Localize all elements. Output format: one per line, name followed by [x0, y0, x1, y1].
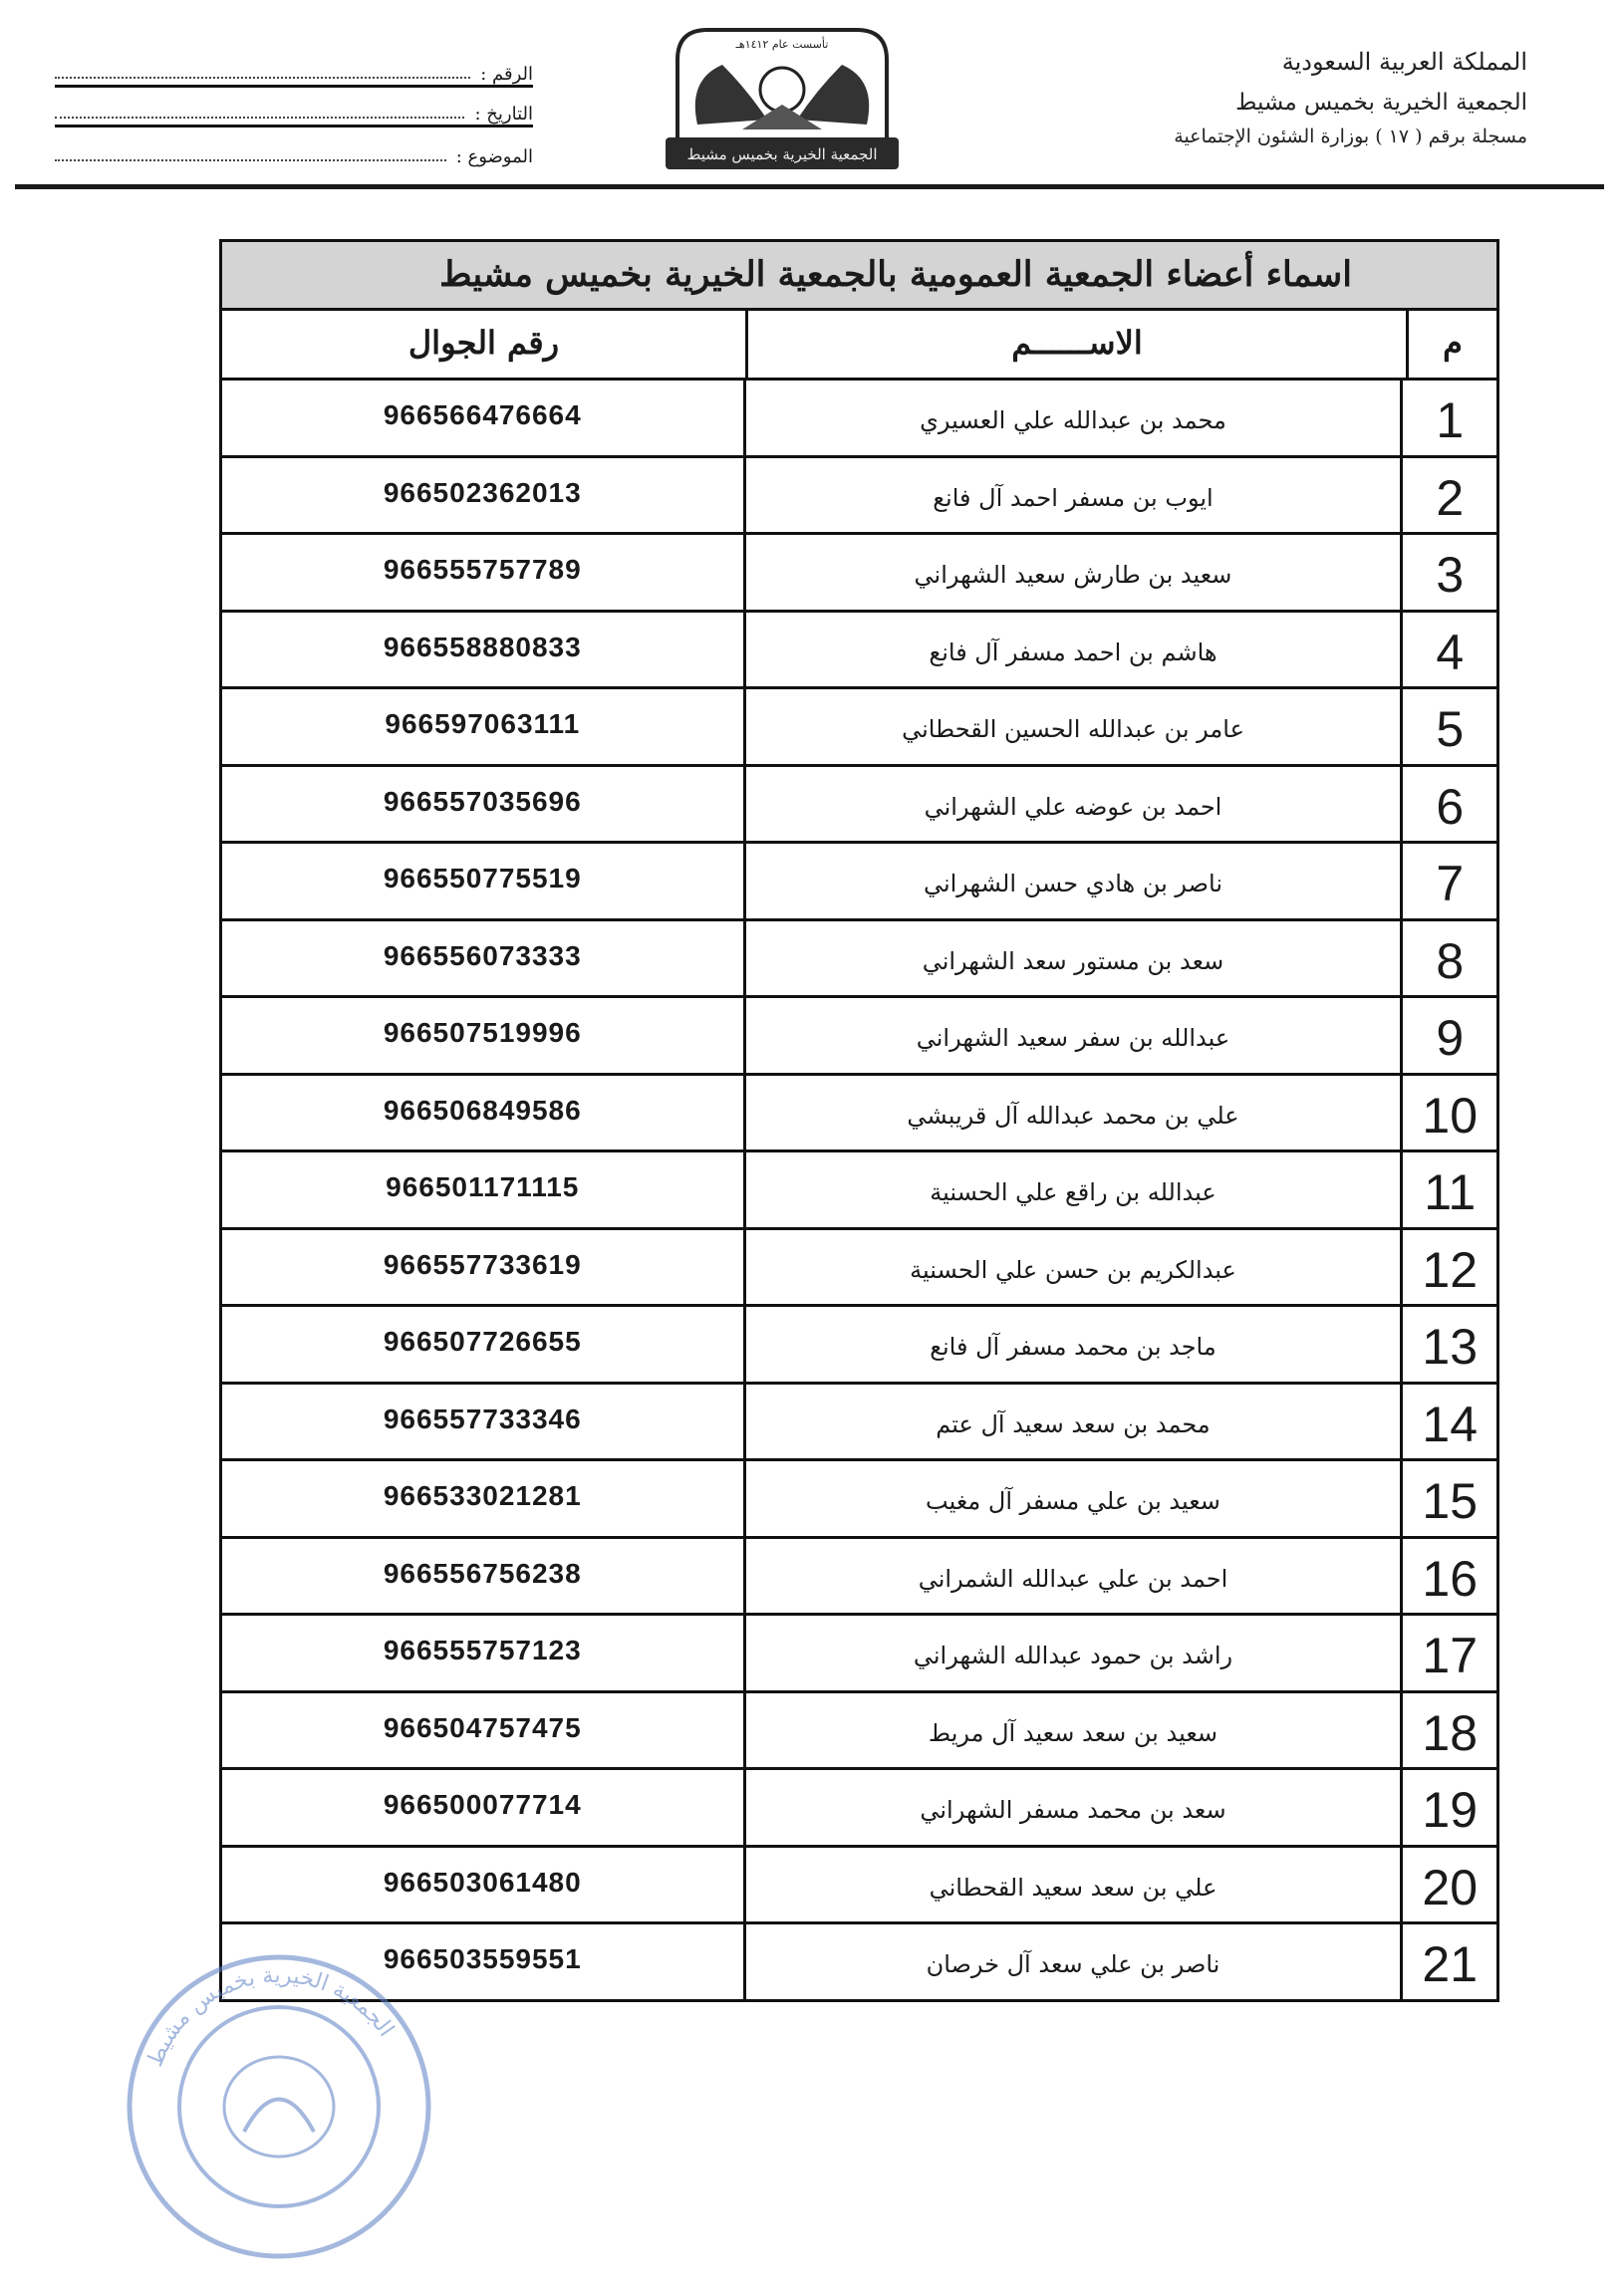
member-phone: 966558880833	[222, 613, 746, 687]
member-name: سعيد بن علي مسفر آل مغيب	[746, 1461, 1404, 1536]
member-phone: 966506849586	[222, 1076, 746, 1150]
header-name: الاســــــم	[748, 308, 1409, 378]
header-number: م	[1443, 324, 1463, 362]
table-row	[222, 998, 1496, 1076]
member-name: سعد بن محمد مسفر الشهراني	[746, 1770, 1404, 1845]
members-table	[219, 239, 1499, 2002]
member-name: سعيد بن سعد سعيد آل مريط	[746, 1693, 1404, 1768]
member-number: 13	[1422, 1319, 1479, 1375]
member-number: 5	[1436, 701, 1465, 757]
member-number: 19	[1422, 1782, 1479, 1838]
table-body	[222, 381, 1496, 1999]
member-phone: 966503559551	[222, 1924, 746, 2002]
table-row	[222, 458, 1496, 536]
subject-line	[55, 159, 446, 161]
table-row	[222, 689, 1496, 767]
table-row	[222, 921, 1496, 999]
table-row	[222, 1770, 1496, 1848]
table-row	[222, 767, 1496, 845]
member-number: 3	[1436, 547, 1465, 603]
table-row	[222, 1385, 1496, 1462]
member-number: 11	[1424, 1164, 1477, 1220]
member-phone: 966566476664	[222, 381, 746, 455]
member-number: 10	[1422, 1087, 1479, 1144]
member-name: محمد بن سعد سعيد آل عتم	[746, 1385, 1404, 1459]
member-phone: 966555757123	[222, 1616, 746, 1690]
stamp-text: الجمعية الخيرية بخميس مشيط	[142, 1962, 399, 2071]
reference-fields	[55, 48, 533, 167]
member-name: احمد بن علي عبدالله الشمراني	[746, 1539, 1404, 1614]
member-name: محمد بن عبدالله علي العسيري	[746, 381, 1404, 455]
org-country: المملكة العربية السعودية	[1281, 48, 1527, 76]
table-row	[222, 1461, 1496, 1539]
member-number: 6	[1436, 778, 1465, 835]
table-row	[222, 613, 1496, 690]
logo-founded-text: تأسست عام ١٤١٢هـ	[735, 38, 829, 51]
member-phone: 966556073333	[222, 921, 746, 996]
member-name: علي بن محمد عبدالله آل قريبشي	[746, 1076, 1404, 1150]
member-name: ناصر بن علي سعد آل خرصان	[746, 1924, 1404, 2002]
member-name: سعيد بن طارش سعيد الشهراني	[746, 535, 1404, 610]
organization-block	[969, 48, 1527, 147]
member-number: 16	[1422, 1550, 1479, 1607]
member-number: 18	[1422, 1704, 1479, 1761]
member-number: 21	[1422, 1936, 1479, 1992]
member-name: عامر بن عبدالله الحسين القحطاني	[746, 689, 1404, 764]
member-number: 1	[1436, 392, 1465, 448]
member-phone: 966502362013	[222, 458, 746, 533]
member-phone: 966507726655	[222, 1307, 746, 1382]
table-row	[222, 535, 1496, 613]
table-row	[222, 844, 1496, 921]
member-phone: 966533021281	[222, 1461, 746, 1536]
header-rule	[15, 184, 1604, 189]
member-number: 17	[1422, 1628, 1479, 1683]
table-row	[222, 381, 1496, 458]
date-row	[55, 88, 533, 128]
member-phone: 966501171115	[222, 1152, 746, 1227]
ref-number-line	[55, 77, 470, 79]
member-phone: 966500077714	[222, 1770, 746, 1845]
member-phone: 966507519996	[222, 998, 746, 1073]
org-registration: مسجلة برقم ( ١٧ ) بوزارة الشئون الإجتماعية	[1174, 126, 1527, 147]
member-name: عبدالكريم بن حسن علي الحسنية	[746, 1230, 1404, 1305]
table-title: اسماء أعضاء الجمعية العمومية بالجمعية الخيرية بخميس مشيط	[222, 242, 1496, 311]
table-row	[222, 1616, 1496, 1693]
member-phone: 966557035696	[222, 767, 746, 842]
member-number: 7	[1436, 856, 1465, 911]
member-phone: 966550775519	[222, 844, 746, 918]
member-number: 14	[1422, 1396, 1479, 1452]
org-name: الجمعية الخيرية بخميس مشيط	[1235, 90, 1527, 116]
member-phone: 966555757789	[222, 535, 746, 610]
member-name: عبدالله بن راقع علي الحسنية	[746, 1152, 1404, 1227]
member-number: 8	[1436, 932, 1465, 989]
member-name: ايوب بن مسفر احمد آل فانع	[746, 458, 1404, 533]
subject-row	[55, 128, 533, 167]
member-name: احمد بن عوضه علي الشهراني	[746, 767, 1404, 842]
member-number: 4	[1436, 624, 1465, 680]
member-name: علي بن سعد سعيد القحطاني	[746, 1848, 1404, 1922]
table-row	[222, 1848, 1496, 1925]
member-phone: 966556756238	[222, 1539, 746, 1614]
member-number: 2	[1436, 469, 1465, 526]
member-name: عبدالله بن سفر سعيد الشهراني	[746, 998, 1404, 1073]
table-row	[222, 1152, 1496, 1230]
member-number: 15	[1422, 1473, 1479, 1529]
member-phone: 966557733346	[222, 1385, 746, 1459]
charity-logo	[648, 20, 917, 174]
table-header	[222, 308, 1496, 381]
member-phone: 966597063111	[222, 689, 746, 764]
table-row	[222, 1539, 1496, 1617]
member-phone: 966557733619	[222, 1230, 746, 1305]
header-phone: رقم الجوال	[222, 308, 748, 378]
table-row	[222, 1307, 1496, 1385]
table-row	[222, 1230, 1496, 1308]
member-phone: 966504757475	[222, 1693, 746, 1768]
date-label: التاريخ :	[474, 104, 533, 125]
member-name: ناصر بن هادي حسن الشهراني	[746, 844, 1404, 918]
member-number: 9	[1436, 1010, 1465, 1066]
member-name: سعد بن مستور سعد الشهراني	[746, 921, 1404, 996]
date-line	[55, 117, 464, 119]
subject-label: الموضوع :	[455, 146, 533, 167]
member-name: هاشم بن احمد مسفر آل فانع	[746, 613, 1404, 687]
member-name: راشد بن حمود عبدالله الشهراني	[746, 1616, 1404, 1690]
official-stamp	[120, 1947, 438, 2266]
member-number: 20	[1422, 1859, 1479, 1915]
table-row	[222, 1693, 1496, 1771]
letterhead	[0, 0, 1622, 199]
ref-number-row	[55, 48, 533, 88]
ref-number-label: الرقم :	[480, 64, 533, 85]
member-name: ماجد بن محمد مسفر آل فانع	[746, 1307, 1404, 1382]
table-row	[222, 1076, 1496, 1153]
logo-banner-text: الجمعية الخيرية بخميس مشيط	[686, 145, 878, 163]
member-number: 12	[1422, 1241, 1479, 1298]
member-phone: 966503061480	[222, 1848, 746, 1922]
